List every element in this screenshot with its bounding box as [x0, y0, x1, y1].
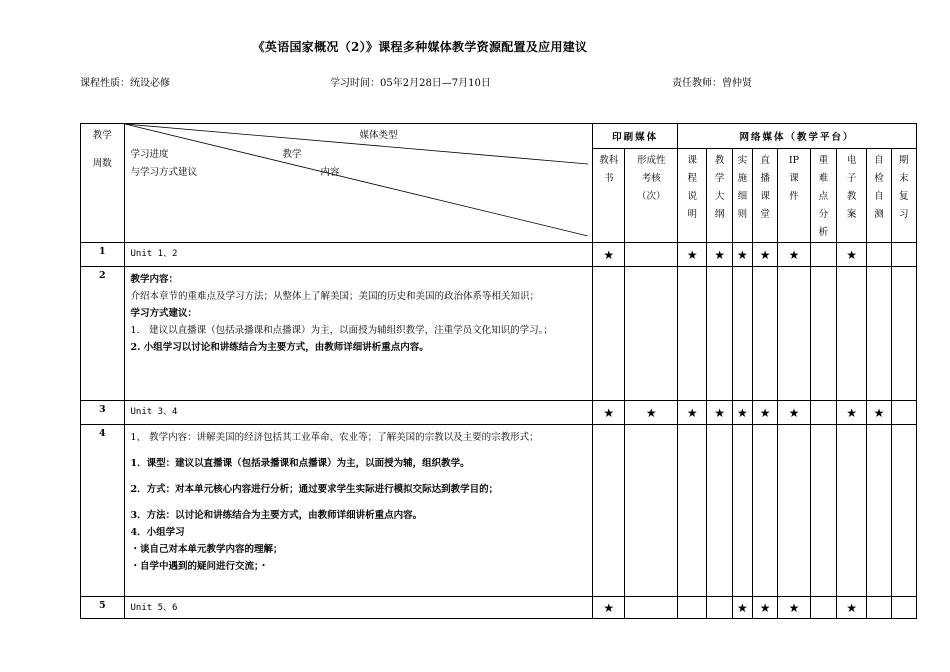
- col-header-line: 堂: [760, 209, 770, 220]
- week-number: 2: [81, 267, 125, 401]
- star-mark: ★: [732, 597, 752, 619]
- empty-cell: [625, 425, 678, 597]
- col-header-7: [810, 149, 836, 243]
- content-line: 4．小组学习: [130, 527, 185, 538]
- empty-cell: [732, 425, 752, 597]
- star-mark: ★: [732, 243, 752, 267]
- col-header-3: [707, 149, 732, 243]
- empty-cell: [810, 597, 836, 619]
- media-type-label: 媒体类型: [359, 130, 398, 141]
- week-number: 5: [81, 597, 125, 619]
- empty-cell: [810, 425, 836, 597]
- empty-cell: [593, 425, 625, 597]
- empty-cell: [891, 597, 916, 619]
- col-header-line: 教科: [599, 155, 619, 166]
- col-header-line: 分: [818, 209, 829, 220]
- col-header-line: 播: [760, 173, 770, 184]
- empty-cell: [867, 425, 891, 597]
- empty-cell: [678, 425, 707, 597]
- content-line: 学习方式建议：: [130, 308, 198, 319]
- col-header-line: 实: [737, 155, 748, 166]
- star-mark: ★: [778, 243, 810, 267]
- col-header-line: 课: [789, 173, 799, 184]
- content-line: 2．方式：对本单元核心内容进行分析；通过要求学生实际进行模拟交际达到教学目的；: [130, 484, 499, 495]
- col-header-line: 大: [714, 191, 725, 202]
- week-header-line1: 教学: [92, 130, 112, 141]
- media-resource-table: [80, 123, 917, 619]
- empty-cell: [836, 425, 866, 597]
- empty-cell: [810, 401, 836, 425]
- spacer: [131, 498, 587, 507]
- col-header-line: （次）: [637, 191, 666, 202]
- col-header-line: 析: [818, 227, 829, 238]
- star-mark: ★: [867, 401, 891, 425]
- col-header-4: [732, 149, 752, 243]
- content-line: 介绍本章节的重难点及学习方法；从整体上了解美国；美国的历史和美国的政治体系等相关知识；: [130, 291, 540, 302]
- teach-label: 教学: [282, 149, 302, 160]
- empty-cell: [753, 267, 778, 401]
- network-media-group: 网络媒体（教学平台）: [678, 124, 917, 149]
- empty-cell: [753, 425, 778, 597]
- table-row: [81, 243, 917, 267]
- progress-label: 学习进度: [130, 149, 169, 160]
- star-mark: ★: [732, 401, 752, 425]
- unit-label: Unit 3、4: [124, 401, 593, 425]
- col-header-line: 程: [687, 173, 698, 184]
- star-mark: ★: [707, 401, 732, 425]
- col-header-line: 检: [874, 173, 884, 184]
- col-header-line: 自: [874, 155, 884, 166]
- empty-cell: [867, 243, 891, 267]
- empty-cell: [707, 267, 732, 401]
- spacer: [131, 472, 587, 481]
- col-header-line: 则: [737, 209, 748, 220]
- empty-cell: [625, 267, 678, 401]
- col-header-line: 施: [737, 173, 748, 184]
- table-row: [81, 401, 917, 425]
- col-header-line: 习: [899, 209, 909, 220]
- star-mark: ★: [778, 401, 810, 425]
- col-header-line: 学: [714, 173, 725, 184]
- star-mark: ★: [678, 401, 707, 425]
- col-header-line: 案: [846, 209, 857, 220]
- col-header-line: 自: [874, 191, 884, 202]
- col-header-line: 教: [714, 155, 725, 166]
- col-header-line: 明: [687, 209, 698, 220]
- col-header-line: 考核: [641, 173, 661, 184]
- col-header-line: 复: [899, 191, 909, 202]
- col-header-0: [593, 149, 625, 243]
- empty-cell: [867, 597, 891, 619]
- teaching-content: [124, 425, 593, 597]
- col-header-line: 测: [874, 209, 884, 220]
- content-line: ・自学中遇到的疑问进行交流；・: [130, 561, 269, 572]
- col-header-line: 教: [846, 191, 857, 202]
- col-header-8: [836, 149, 866, 243]
- star-mark: ★: [778, 597, 810, 619]
- table-row: [81, 267, 917, 401]
- star-mark: ★: [836, 597, 866, 619]
- empty-cell: [891, 401, 916, 425]
- star-mark: ★: [753, 597, 778, 619]
- empty-cell: [678, 267, 707, 401]
- star-mark: ★: [593, 243, 625, 267]
- unit-label: Unit 5、6: [124, 597, 593, 619]
- star-mark: ★: [593, 401, 625, 425]
- content-label: 内容: [320, 167, 340, 178]
- col-header-line: 细: [737, 191, 748, 202]
- content-line: 1．课型：建议以直播课（包括录播课和点播课）为主，以面授为辅，组织教学。: [130, 458, 470, 469]
- teaching-content: [124, 267, 593, 401]
- col-header-line: 课: [687, 155, 698, 166]
- empty-cell: [732, 267, 752, 401]
- col-header-line: 件: [789, 191, 799, 202]
- week-number: 4: [81, 425, 125, 597]
- empty-cell: [891, 267, 916, 401]
- course-nature: 课程性质：统设必修: [80, 78, 170, 89]
- spacer: [131, 446, 587, 455]
- col-header-6: [778, 149, 810, 243]
- empty-cell: [778, 267, 810, 401]
- col-header-9: [867, 149, 891, 243]
- col-header-line: 课: [760, 191, 770, 202]
- content-line: 2. 小组学习以讨论和讲练结合为主要方式，由教师详细讲析重点内容。: [130, 342, 429, 353]
- week-header: [81, 124, 125, 243]
- star-mark: ★: [753, 401, 778, 425]
- star-mark: ★: [836, 243, 866, 267]
- week-header-line2: 周数: [92, 158, 112, 169]
- table-row: [81, 425, 917, 597]
- col-header-line: 点: [818, 191, 829, 202]
- col-header-line: 书: [604, 173, 614, 184]
- content-line: 1. 建议以直播课（包括录播课和点播课）为主，以面授为辅组织教学，注重学员文化知识的学习。；: [130, 325, 553, 336]
- responsible-teacher: 责任教师：曾仲贤: [672, 78, 752, 89]
- star-mark: ★: [593, 597, 625, 619]
- table-row: [81, 597, 917, 619]
- empty-cell: [625, 597, 678, 619]
- col-header-line: 重: [818, 155, 829, 166]
- content-line: 1、 教学内容：讲解美国的经济包括其工业革命、农业等；了解美国的宗教以及主要的宗教形式；: [130, 432, 539, 443]
- col-header-line: IP: [788, 155, 800, 166]
- method-label: 与学习方式建议: [130, 167, 198, 178]
- empty-cell: [810, 243, 836, 267]
- star-mark: ★: [678, 243, 707, 267]
- empty-cell: [891, 243, 916, 267]
- col-header-5: [753, 149, 778, 243]
- empty-cell: [625, 243, 678, 267]
- col-header-2: [678, 149, 707, 243]
- content-line: 3．方法：以讨论和讲练结合为主要方式，由教师详细讲析重点内容。: [130, 510, 423, 521]
- col-header-line: 子: [846, 173, 857, 184]
- empty-cell: [707, 597, 732, 619]
- empty-cell: [778, 425, 810, 597]
- page-title: 《英语国家概况（2）》课程多种媒体教学资源配置及应用建议: [252, 40, 588, 54]
- star-mark: ★: [707, 243, 732, 267]
- diagonal-lines: [125, 124, 588, 236]
- col-header-line: 电: [846, 155, 857, 166]
- empty-cell: [836, 267, 866, 401]
- content-line: ・谈自己对本单元教学内容的理解；: [130, 544, 283, 555]
- col-header-line: 直: [760, 155, 770, 166]
- week-number: 1: [81, 243, 125, 267]
- content-line: 教学内容：: [130, 274, 179, 285]
- col-header-line: 末: [899, 173, 909, 184]
- star-mark: ★: [625, 401, 678, 425]
- empty-cell: [707, 425, 732, 597]
- print-media-group: 印刷媒体: [593, 124, 678, 149]
- col-header-line: 形成性: [637, 155, 666, 166]
- week-number: 3: [81, 401, 125, 425]
- unit-label: Unit 1、2: [124, 243, 593, 267]
- col-header-line: 期: [899, 155, 909, 166]
- empty-cell: [810, 267, 836, 401]
- study-time: 学习时间：05年2月28日—7月10日: [330, 78, 491, 89]
- col-header-line: 难: [818, 173, 829, 184]
- col-header-line: 说: [687, 191, 698, 202]
- empty-cell: [593, 267, 625, 401]
- col-header-10: [891, 149, 916, 243]
- empty-cell: [891, 425, 916, 597]
- empty-cell: [867, 267, 891, 401]
- col-header-line: 纲: [714, 209, 725, 220]
- star-mark: ★: [836, 401, 866, 425]
- diagonal-header: [124, 124, 593, 243]
- col-header-1: [625, 149, 678, 243]
- empty-cell: [678, 597, 707, 619]
- star-mark: ★: [753, 243, 778, 267]
